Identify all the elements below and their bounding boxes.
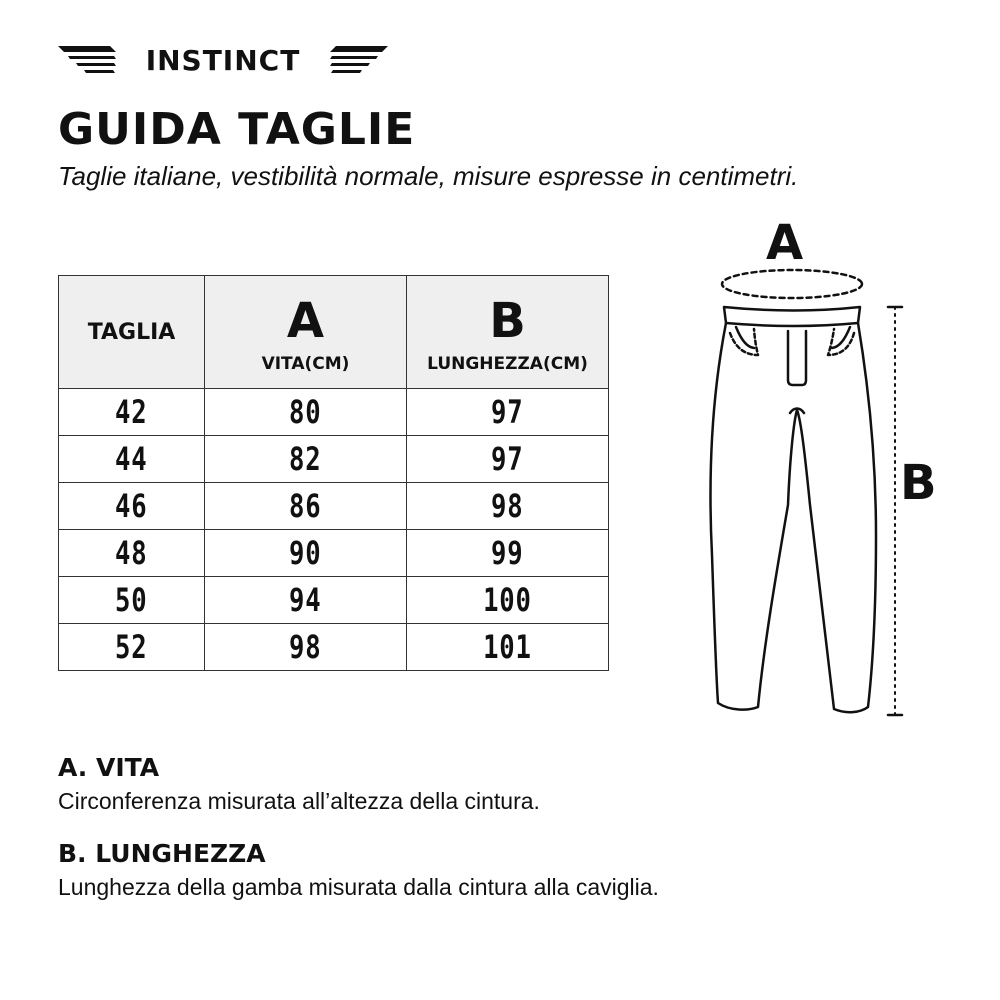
cell-size: 46 bbox=[59, 483, 205, 530]
definition-waist-text: Circonferenza misurata all’altezza della cintura. bbox=[58, 788, 540, 814]
definition-length-text: Lunghezza della gamba misurata dalla cintura alla caviglia. bbox=[58, 874, 659, 900]
table-row bbox=[59, 624, 609, 671]
cell-size: 44 bbox=[59, 436, 205, 483]
table-row bbox=[59, 436, 609, 483]
header-length-label: LUNGHEZZA(CM) bbox=[427, 354, 588, 374]
brand-name: INSTINCT bbox=[145, 44, 301, 77]
page-subtitle: Taglie italiane, vestibilità normale, misure espresse in centimetri. bbox=[58, 161, 799, 191]
table-row bbox=[59, 577, 609, 624]
header-waist-letter: A bbox=[286, 293, 325, 349]
table-row bbox=[59, 389, 609, 436]
header-length-letter: B bbox=[489, 293, 526, 349]
header-waist bbox=[205, 276, 407, 389]
header-length bbox=[407, 276, 609, 389]
cell-size: 52 bbox=[59, 624, 205, 671]
waist-measure-ellipse bbox=[722, 270, 862, 298]
cell-waist: 90 bbox=[205, 530, 407, 577]
cell-length: 99 bbox=[407, 530, 609, 577]
header-size-label: TAGLIA bbox=[87, 319, 176, 345]
trousers-diagram: A B bbox=[700, 215, 960, 730]
size-table bbox=[58, 275, 609, 671]
cell-length: 98 bbox=[407, 483, 609, 530]
cell-size: 50 bbox=[59, 577, 205, 624]
cell-waist: 94 bbox=[205, 577, 407, 624]
table-row bbox=[59, 483, 609, 530]
definition-waist-heading: A. VITA bbox=[58, 753, 160, 782]
cell-waist: 86 bbox=[205, 483, 407, 530]
definition-length-heading: B. LUNGHEZZA bbox=[58, 839, 266, 868]
diagram-label-b: B bbox=[900, 455, 937, 511]
cell-waist: 82 bbox=[205, 436, 407, 483]
trousers-outline bbox=[711, 323, 876, 712]
cell-waist: 98 bbox=[205, 624, 407, 671]
cell-size: 48 bbox=[59, 530, 205, 577]
page-title: GUIDA TAGLIE bbox=[58, 104, 416, 155]
waistband-outline bbox=[724, 307, 860, 326]
cell-length: 101 bbox=[407, 624, 609, 671]
header-waist-label: VITA(CM) bbox=[261, 354, 350, 374]
cell-length: 100 bbox=[407, 577, 609, 624]
cell-length: 97 bbox=[407, 389, 609, 436]
cell-size: 42 bbox=[59, 389, 205, 436]
fly-outline bbox=[788, 331, 806, 385]
cell-length: 97 bbox=[407, 436, 609, 483]
cell-waist: 80 bbox=[205, 389, 407, 436]
header-size bbox=[59, 276, 205, 389]
table-header-row bbox=[59, 276, 609, 389]
table-row bbox=[59, 530, 609, 577]
brand-logo bbox=[58, 44, 388, 78]
